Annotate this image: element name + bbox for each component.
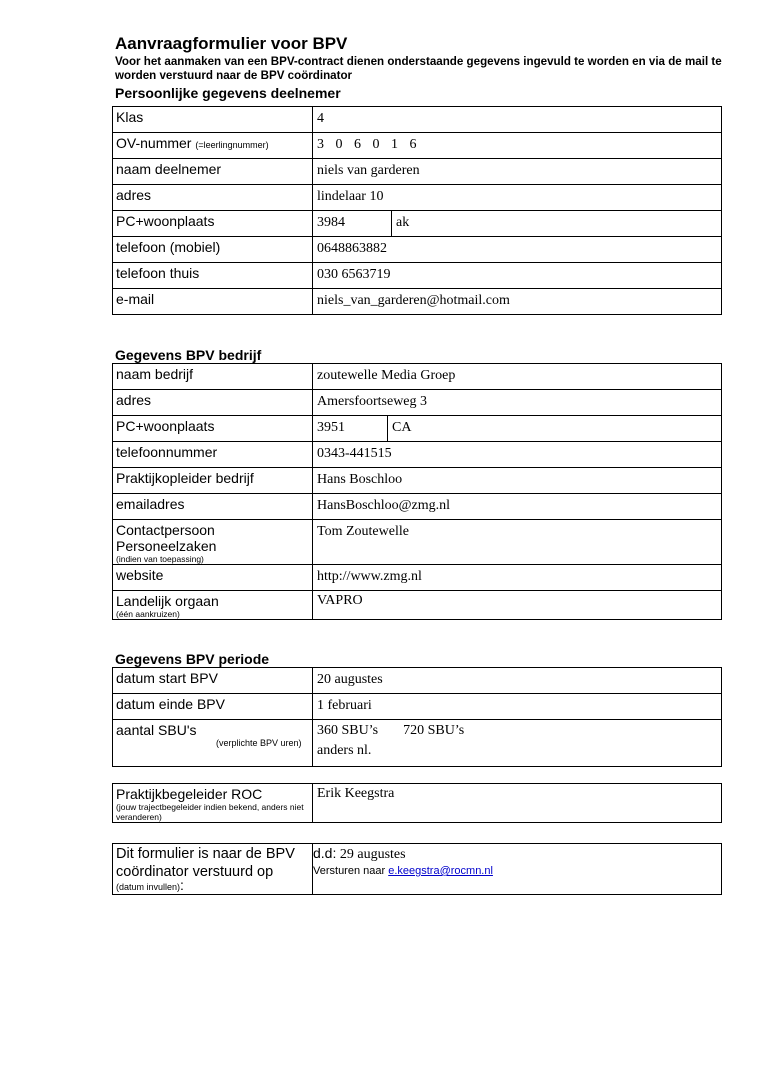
praktijkopleider-field[interactable]: Hans Boschloo: [313, 468, 722, 494]
roc-table: [112, 783, 722, 823]
row-roc: [113, 784, 722, 823]
mobiel-field[interactable]: 0648863882: [313, 237, 722, 263]
row-email: [113, 289, 722, 315]
ov-note: (=leerlingnummer): [195, 140, 269, 150]
contactpersoon-label: Contactpersoon Personeelzaken (indien van toepassing): [113, 520, 313, 565]
mobiel-label: telefoon (mobiel): [113, 237, 313, 263]
sbu-note: (verplichte BPV uren): [216, 738, 302, 748]
row-bedrijf-naam: [113, 364, 722, 390]
form-title: Aanvraagformulier voor BPV: [115, 34, 348, 53]
bedrijf-naam-field[interactable]: zoutewelle Media Groep: [313, 364, 722, 390]
email-label: e-mail: [113, 289, 313, 315]
row-website: [113, 565, 722, 591]
website-label: website: [113, 565, 313, 591]
row-contactpersoon: [113, 520, 722, 565]
dd-label: d.d:: [313, 845, 337, 861]
row-bedrijf-pc: [113, 416, 722, 442]
bedrijf-woonplaats-field[interactable]: CA: [392, 420, 412, 435]
adres-label: adres: [113, 185, 313, 211]
bedrijf-adres-field[interactable]: Amersfoortseweg 3: [313, 390, 722, 416]
bedrijf-pc-field[interactable]: 3951 CA: [313, 416, 722, 442]
row-ov-nummer: [113, 133, 722, 159]
form-intro: Voor het aanmaken van een BPV-contract dienen onderstaande gegevens ingevuld te worden en via de mail te worden verstuurd naar de BPV coördinator: [115, 55, 722, 82]
row-bedrijf-tel: [113, 442, 722, 468]
row-thuis: [113, 263, 722, 289]
thuis-field[interactable]: 030 6563719: [313, 263, 722, 289]
naam-field[interactable]: niels van garderen: [313, 159, 722, 185]
start-field[interactable]: 20 augustes: [313, 668, 722, 694]
row-adres: [113, 185, 722, 211]
naam-label: naam deelnemer: [113, 159, 313, 185]
praktijkopleider-label: Praktijkopleider bedrijf: [113, 468, 313, 494]
roc-note: (jouw trajectbegeleider indien bekend, anders niet veranderen): [116, 802, 304, 822]
send-text: Versturen naar: [313, 865, 386, 877]
bedrijf-adres-label: adres: [113, 390, 313, 416]
row-einde: [113, 694, 722, 720]
row-mobiel: [113, 237, 722, 263]
sbu-option-360[interactable]: 360 SBU’s: [317, 723, 379, 738]
ov-field[interactable]: 3 0 6 0 1 6: [313, 133, 722, 159]
adres-field[interactable]: lindelaar 10: [313, 185, 722, 211]
sbu-label: aantal SBU's (verplichte BPV uren): [113, 720, 313, 767]
section-personal-heading: Persoonlijke gegevens deelnemer: [115, 85, 341, 101]
einde-label: datum einde BPV: [113, 694, 313, 720]
row-pc-woonplaats: [113, 211, 722, 237]
bedrijf-pc-label: PC+woonplaats: [113, 416, 313, 442]
period-table: [112, 667, 722, 767]
row-klas: [113, 107, 722, 133]
woonplaats-field[interactable]: ak: [396, 215, 410, 230]
row-sbu: [113, 720, 722, 767]
row-sent: [113, 844, 722, 895]
row-landelijk-orgaan: [113, 591, 722, 620]
sbu-option-720[interactable]: 720 SBU’s: [403, 723, 465, 738]
thuis-label: telefoon thuis: [113, 263, 313, 289]
klas-label: Klas: [113, 107, 313, 133]
sbu-field: [313, 720, 722, 767]
website-field[interactable]: http://www.zmg.nl: [313, 565, 722, 591]
orgaan-label: Landelijk orgaan (één aankruizen): [113, 591, 313, 620]
email-field[interactable]: niels_van_garderen@hotmail.com: [313, 289, 722, 315]
roc-field[interactable]: Erik Keegstra: [313, 784, 722, 823]
einde-field[interactable]: 1 februari: [313, 694, 722, 720]
company-table: [112, 363, 722, 620]
sbu-option-anders[interactable]: anders nl.: [317, 743, 372, 758]
start-label: datum start BPV: [113, 668, 313, 694]
sent-field: [313, 844, 722, 895]
send-email-link[interactable]: e.keegstra@rocmn.nl: [388, 865, 493, 877]
pc-field[interactable]: 3984 ak: [313, 211, 722, 237]
row-bedrijf-adres: [113, 390, 722, 416]
bedrijf-naam-label: naam bedrijf: [113, 364, 313, 390]
row-praktijkopleider: [113, 468, 722, 494]
emailadres-field[interactable]: HansBoschloo@zmg.nl: [313, 494, 722, 520]
bedrijf-tel-field[interactable]: 0343-441515: [313, 442, 722, 468]
ov-label: OV-nummer (=leerlingnummer): [113, 133, 313, 159]
dd-field[interactable]: 29 augustes: [339, 847, 406, 862]
sent-label: Dit formulier is naar de BPV coördinator verstuurd op (datum invullen):: [113, 844, 313, 895]
sent-table: [112, 843, 722, 895]
orgaan-field[interactable]: VAPRO: [313, 591, 722, 620]
personal-table: [112, 106, 722, 315]
bedrijf-tel-label: telefoonnummer: [113, 442, 313, 468]
klas-field[interactable]: 4: [313, 107, 722, 133]
roc-label: Praktijkbegeleider ROC (jouw trajectbegeleider indien bekend, anders niet veranderen): [113, 784, 313, 823]
section-period-heading: Gegevens BPV periode: [115, 651, 270, 667]
section-company-heading: Gegevens BPV bedrijf: [115, 347, 262, 363]
row-naam: [113, 159, 722, 185]
contactpersoon-field[interactable]: Tom Zoutewelle: [313, 520, 722, 565]
orgaan-note: (één aankruizen): [116, 609, 180, 619]
pc-label: PC+woonplaats: [113, 211, 313, 237]
row-start: [113, 668, 722, 694]
row-emailadres: [113, 494, 722, 520]
contactpersoon-note: (indien van toepassing): [116, 554, 204, 564]
emailadres-label: emailadres: [113, 494, 313, 520]
sent-note: (datum invullen): [116, 882, 181, 892]
